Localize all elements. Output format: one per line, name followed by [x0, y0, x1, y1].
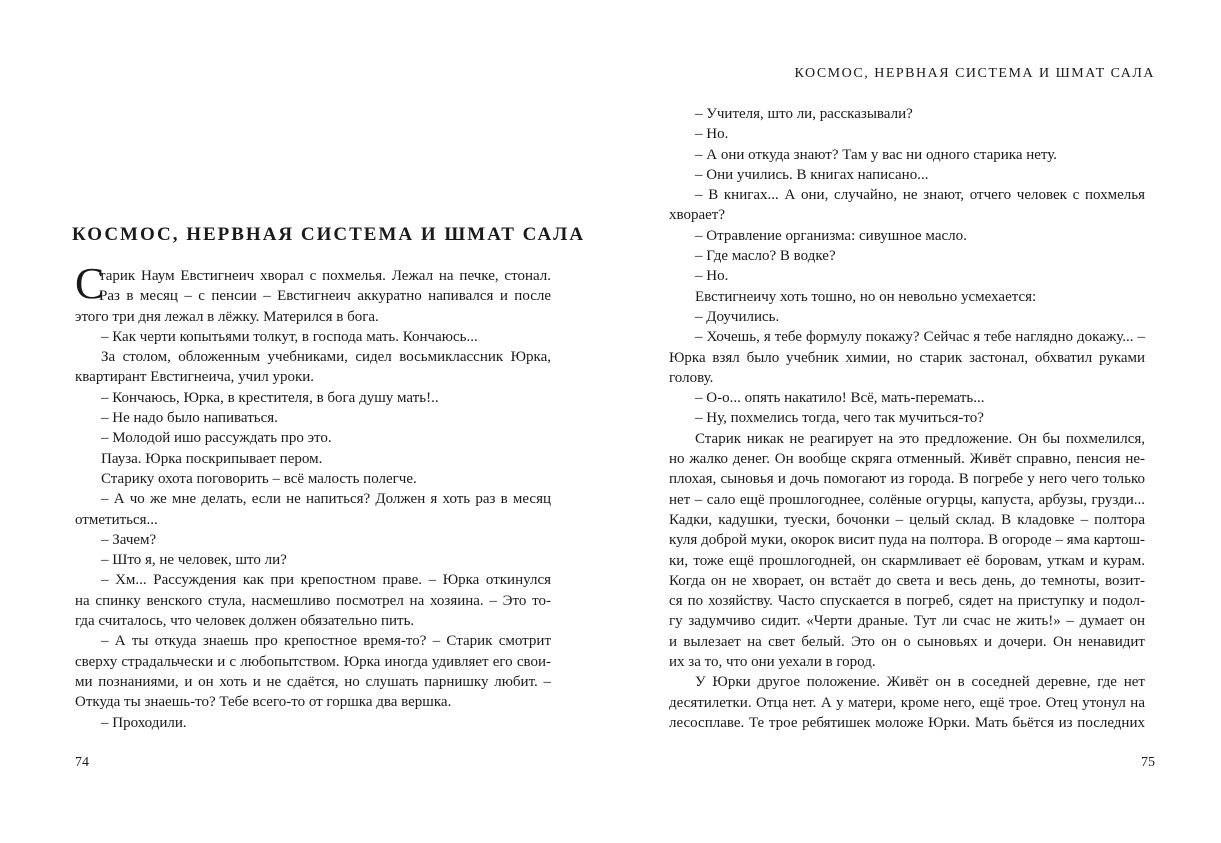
text-line: но жалко денег. Он вообще скряга отменный. Живёт справно, пенсия не-: [669, 451, 1145, 468]
text-line: – Не надо было напиваться.: [101, 410, 278, 427]
text-line: – Ну, похмелись тогда, чего так мучиться-то?: [695, 410, 984, 427]
text-line: ся по хозяйству. Часто спускается в погреб, сядет на приступку и подол-: [669, 593, 1145, 610]
page-number-left: 74: [75, 755, 89, 770]
text-line: ки, тоже ещё прошлогодней, он скармливает её боровам, уткам и курам.: [669, 552, 1145, 569]
text-line: куля доброй муки, окорок висит пуда на полтора. В огороде – яма картош-: [669, 532, 1145, 549]
text-line: хворает?: [669, 207, 726, 224]
text-line: – Но.: [695, 126, 729, 143]
text-line: – Што я, не человек, што ли?: [101, 552, 287, 569]
text-line: Старику охота поговорить – всё малость полегче.: [101, 470, 417, 487]
left-page-text: [75, 259, 551, 733]
text-line: – Они учились. В книгах написано...: [695, 166, 929, 183]
text-line: – Отравление организма: сивушное масло.: [695, 227, 967, 244]
page-number-right: 75: [1141, 755, 1155, 770]
text-line: на спинку венского стула, насмешливо посмотрел на хозяина. – Это то-: [75, 592, 551, 609]
text-line: сверху страдальчески и с любопытством. Юрка иногда удивляет его свои-: [75, 653, 551, 670]
text-line: – А чо же мне делать, если не напиться? Должен я хоть раз в месяц: [101, 491, 551, 508]
text-line: – Проходили.: [101, 714, 187, 731]
text-line: отметиться...: [75, 511, 158, 528]
left-page: [0, 0, 610, 843]
text-line: лесосплаве. Те трое ребятишек моложе Юрки. Мать бьётся из последних: [669, 714, 1145, 731]
text-line: и вылезает на свет белый. Это он о сыновьях и дочери. Он ненавидит: [669, 633, 1145, 650]
text-line: Пауза. Юрка поскрипывает пером.: [101, 450, 323, 467]
text-line: У Юрки другое положение. Живёт он в соседней деревне, где нет: [695, 674, 1145, 691]
text-line: За столом, обложенным учебниками, сидел восьмиклассник Юрка,: [101, 349, 551, 366]
text-line: – Где масло? В водке?: [695, 248, 836, 265]
text-line: Кадки, кадушки, туески, бочонки – целый склад. В кладовке – полтора: [669, 511, 1145, 528]
text-line: квартирант Евстигнеича, учил уроки.: [75, 369, 315, 386]
text-line: их за то, что они уехали в город.: [669, 654, 876, 671]
drop-cap: С: [75, 259, 105, 308]
text-line: – В книгах... А они, случайно, не знают, отчего человек с похмелья: [695, 187, 1145, 204]
text-line: [75, 286, 551, 306]
text-line: Когда он не хворает, он встаёт до света и весь день, до темноты, возит-: [669, 572, 1145, 589]
text-line: Откуда ты знаешь-то? Тебе всего-то от горшка два вершка.: [75, 694, 452, 711]
text-line: нет – сало ещё прошлогоднее, солёные огурцы, капуста, арбузы, грузди...: [669, 491, 1145, 508]
text-line-content: Раз в месяц – с пенсии – Евстигнеич аккуратно напивался и после: [99, 288, 551, 305]
running-header: КОСМОС, НЕРВНАЯ СИСТЕМА И ШМАТ САЛА: [794, 66, 1155, 81]
text-line: Юрка взял было учебник химии, но старик застонал, обхватил руками: [669, 349, 1145, 366]
text-line: ми познаниями, и он хоть и не сдаётся, но слушать парнишку любит. –: [75, 673, 551, 690]
text-line: гу задумчиво сидит. «Черти драные. Тут ли счас не жить!» – думает он: [669, 613, 1145, 630]
text-line: – Как черти копытьями толкут, в господа мать. Кончаюсь...: [101, 328, 478, 345]
right-page-text: [669, 104, 1145, 733]
text-line: – Хочешь, я тебе формулу покажу? Сейчас я тебе наглядно докажу... –: [695, 329, 1145, 346]
text-line: – Зачем?: [101, 531, 157, 548]
text-line: – Но.: [695, 268, 729, 285]
text-line: – Доучились.: [695, 308, 780, 325]
text-line: – Учителя, што ли, рассказывали?: [695, 106, 913, 122]
text-line: Старик никак не реагирует на это предложение. Он бы похмелился,: [695, 430, 1145, 447]
text-line: плохая, сыновья и дочь помогают из города. В погребе у него чего только: [669, 471, 1145, 488]
text-line: голову.: [669, 369, 714, 386]
text-line-content: тарик Наум Евстигнеич хворал с похмелья. Лежал на печке, стонал.: [99, 268, 551, 284]
chapter-title: КОСМОС, НЕРВНАЯ СИСТЕМА И ШМАТ САЛА: [72, 224, 586, 245]
right-page: [611, 0, 1221, 843]
text-line: – О-о... опять накатило! Всё, мать-перемать...: [695, 390, 985, 407]
text-line: Евстигнеичу хоть тошно, но он невольно усмехается:: [695, 288, 1037, 305]
text-line: – Кончаюсь, Юрка, в крестителя, в бога душу мать!..: [101, 389, 439, 406]
text-line: десятилетки. Отца нет. А у матери, кроме него, ещё трое. Отец утонул на: [669, 694, 1145, 711]
text-line: – Хм... Рассуждения как при крепостном праве. – Юрка откинулся: [101, 572, 551, 589]
text-line: этого три дня лежал в лёжку. Матерился в бога.: [75, 308, 379, 325]
text-line: – А они откуда знают? Там у вас ни одного старика нету.: [695, 146, 1058, 163]
text-line: гда считалось, что человек должен обязательно пить.: [75, 613, 415, 630]
text-line: – Молодой ишо рассуждать про это.: [101, 430, 332, 447]
text-line: – А ты откуда знаешь про крепостное время-то? – Старик смотрит: [101, 633, 551, 650]
